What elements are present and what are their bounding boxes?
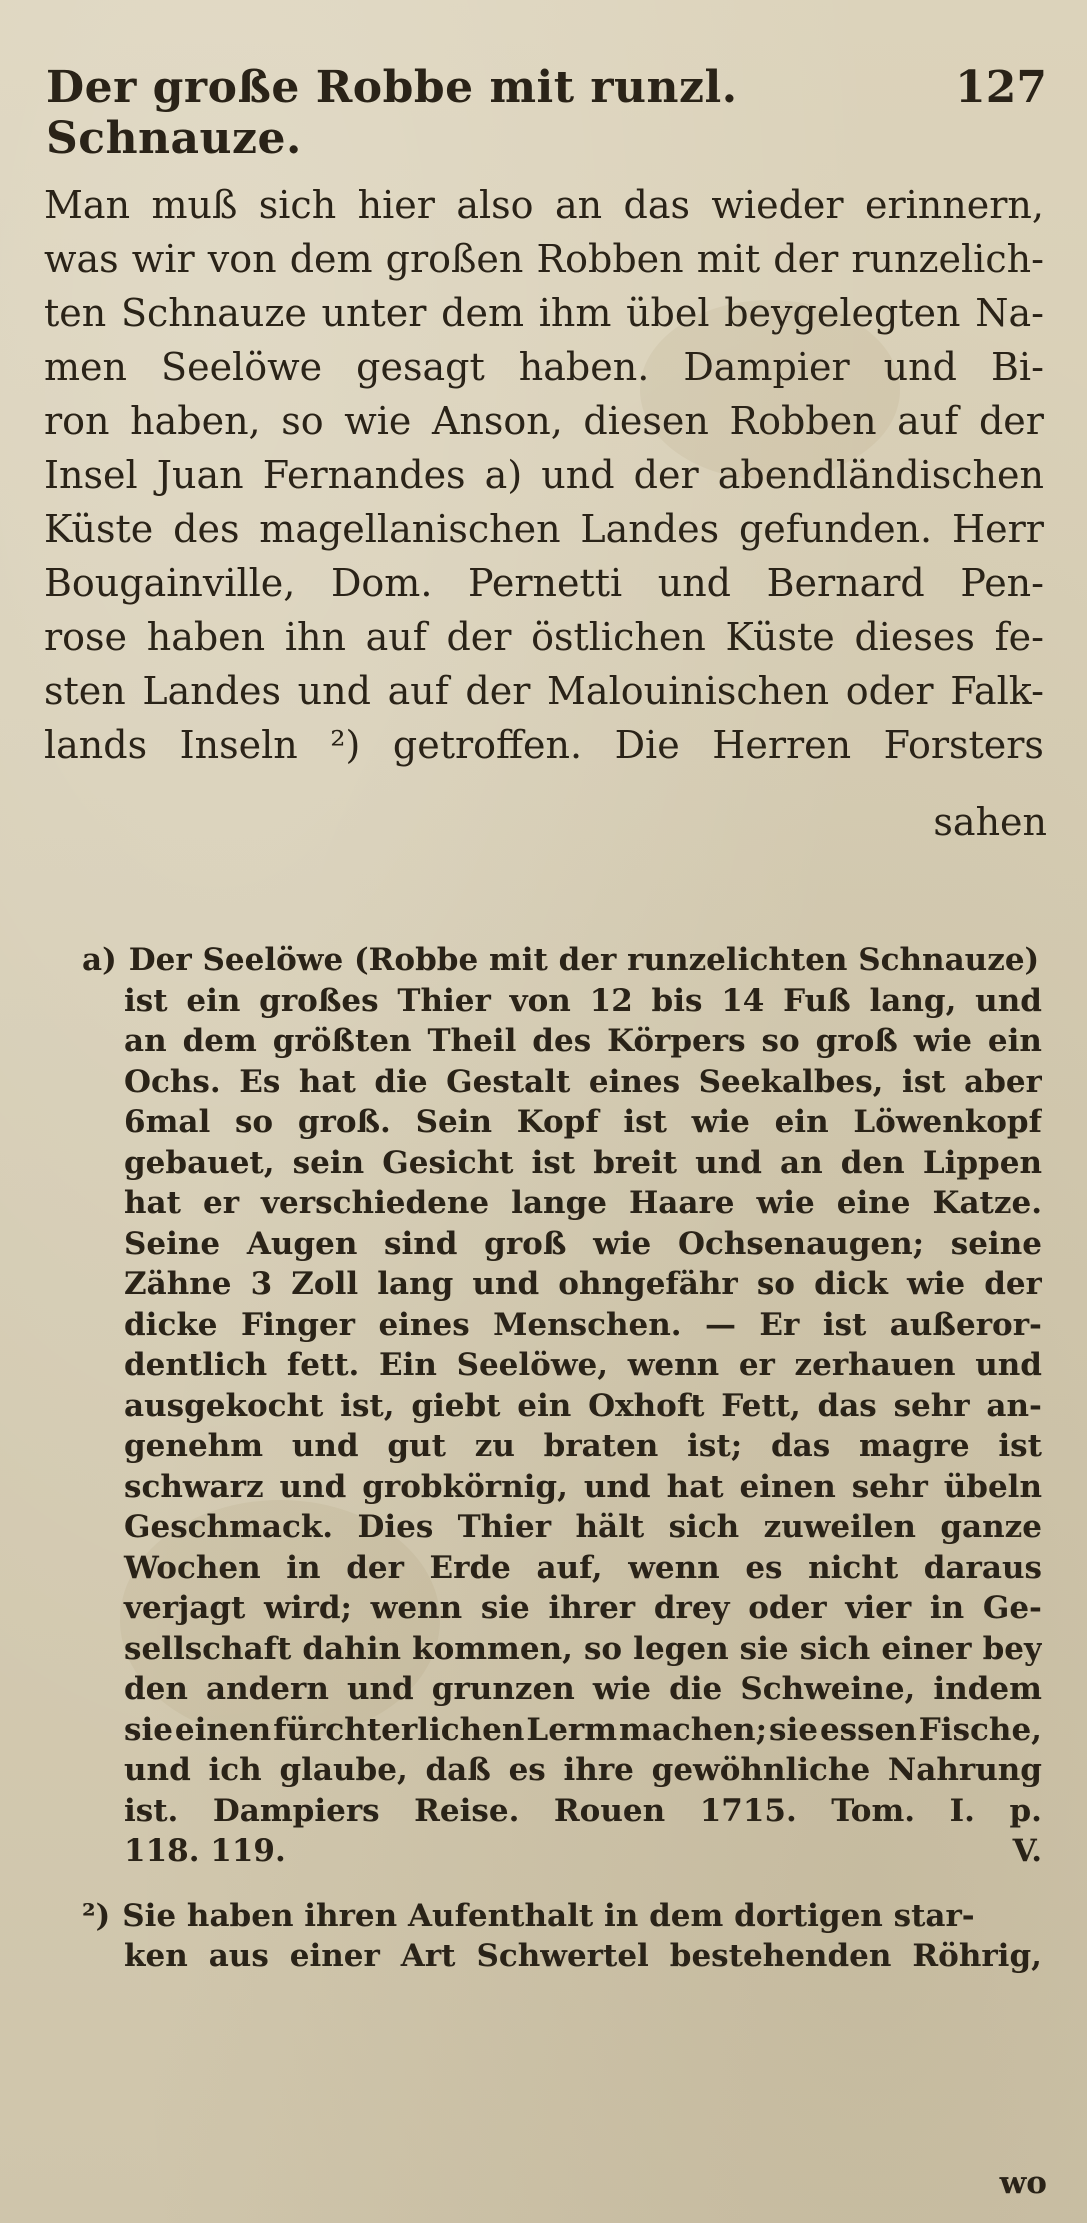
footnotes [82, 940, 1042, 1977]
footnote-line: an dem größten Theil des Körpers so groß wie ein [124, 1023, 1042, 1059]
main-text [44, 178, 1044, 772]
footnote-line: Zähne 3 Zoll lang und ohngefähr so dick wie der [124, 1266, 1042, 1302]
footnote-catchword: wo [999, 2165, 1047, 2201]
catchword: sahen [933, 800, 1047, 844]
page-header [46, 62, 1047, 164]
footnote-line [82, 940, 1042, 981]
footnote-line: ken aus einer Art Schwertel bestehenden Röhrig, [124, 1938, 1042, 1974]
footnote-line: den andern und grunzen wie die Schweine, indem [124, 1671, 1042, 1707]
footnote-line: genehm und gut zu braten ist; das magre ist [124, 1428, 1042, 1464]
footnote-line: schwarz und grobkörnig, und hat einen sehr übeln [124, 1468, 1042, 1505]
footnote-signature: V. [1012, 1833, 1042, 1869]
footnote-line: ausgekocht ist, giebt ein Oxhoft Fett, das sehr an- [124, 1387, 1042, 1424]
footnote-line: 6mal so groß. Sein Kopf ist wie ein Löwenkopf [124, 1104, 1042, 1140]
text-line: men Seelöwe gesagt haben. Dampier und Bi- [44, 345, 1044, 389]
text-line: Küste des magellanischen Landes gefunden. Herr [44, 507, 1044, 551]
page-number: 127 [955, 62, 1047, 113]
footnote [82, 940, 1042, 1872]
footnote-text: Der Seelöwe (Robbe mit der runzelichten Schnauze) [128, 942, 1040, 978]
footnote-line: sie einen fürchterlichen Lerm machen; sie essen Fische, [124, 1711, 1042, 1748]
footnote-line: ist. Dampiers Reise. Rouen 1715. Tom. I. p. [124, 1792, 1042, 1829]
footnote-text: 118. 119. [124, 1833, 286, 1869]
footnote-line: dentlich fett. Ein Seelöwe, wenn er zerhauen und [124, 1347, 1042, 1383]
footnote [82, 1896, 1042, 1977]
text-line: Man muß sich hier also an das wieder erinnern, [44, 183, 1044, 227]
text-line: Bougainville, Dom. Pernetti und Bernard Pen- [44, 561, 1044, 605]
footnote-marker: ²) [82, 1897, 111, 1934]
footnote-line: Seine Augen sind groß wie Ochsenaugen; seine [124, 1225, 1042, 1262]
running-title: Der große Robbe mit runzl. Schnauze. [46, 62, 738, 164]
text-line: rose haben ihn auf der östlichen Küste dieses fe- [44, 615, 1044, 659]
text-line: lands Inseln ²) getroffen. Die Herren Forsters [44, 723, 1044, 767]
text-line: Insel Juan Fernandes a) und der abendländischen [44, 453, 1044, 497]
footnote-marker: a) [82, 942, 117, 978]
footnote-text: Sie haben ihren Aufenthalt in dem dortigen star- [122, 1897, 975, 1934]
footnote-line: ist ein großes Thier von 12 bis 14 Fuß lang, und [124, 982, 1042, 1019]
footnote-line: Ochs. Es hat die Gestalt eines Seekalbes, ist aber [124, 1063, 1042, 1100]
text-line: ten Schnauze unter dem ihm übel beygelegten Na- [44, 291, 1044, 335]
footnote-line: hat er verschiedene lange Haare wie eine Katze. [124, 1185, 1042, 1221]
text-line: ron haben, so wie Anson, diesen Robben auf der [44, 399, 1044, 443]
text-line: was wir von dem großen Robben mit der runzelich- [44, 237, 1044, 281]
footnote-line: und ich glaube, daß es ihre gewöhnliche Nahrung [124, 1752, 1042, 1788]
footnote-line: Wochen in der Erde auf, wenn es nicht daraus [124, 1549, 1042, 1586]
footnote-line: sellschaft dahin kommen, so legen sie sich einer bey [124, 1630, 1042, 1667]
text-line: sten Landes und auf der Malouinischen oder Falk- [44, 669, 1044, 713]
footnote-line: gebauet, sein Gesicht ist breit und an den Lippen [124, 1144, 1042, 1181]
footnote-line [82, 1831, 1042, 1872]
footnote-line: Geschmack. Dies Thier hält sich zuweilen ganze [124, 1509, 1042, 1545]
footnote-line: verjagt wird; wenn sie ihrer drey oder vier in Ge- [124, 1590, 1042, 1626]
footnote-line [82, 1896, 1042, 1937]
footnote-line: dicke Finger eines Menschen. — Er ist außeror- [124, 1306, 1042, 1343]
